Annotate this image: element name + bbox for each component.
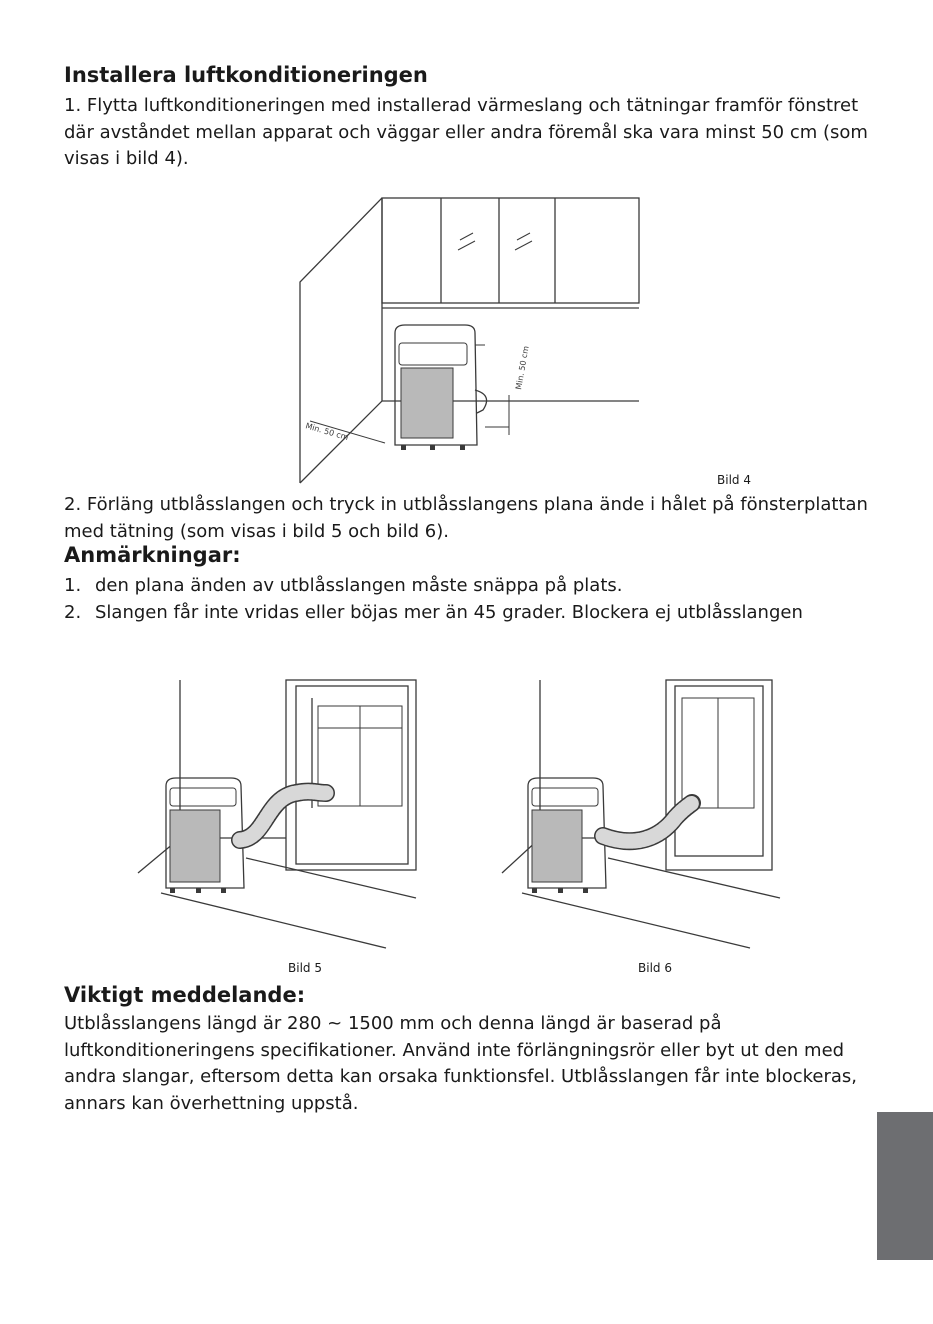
- note-item-1-text: den plana änden av utblåsslangen måste snäppa på plats.: [95, 575, 623, 596]
- heading-install: Installera luftkonditioneringen: [64, 63, 428, 87]
- figure-6-caption: Bild 6: [638, 961, 672, 975]
- figure-4-left-distance-label: Min. 50 cm: [304, 421, 350, 443]
- note-item-2: [64, 600, 803, 626]
- figure-5-hose-installation: [136, 678, 426, 953]
- heading-important-notice: Viktigt meddelande:: [64, 983, 306, 1007]
- note-item-2-text: Slangen får inte vridas eller böjas mer än 45 grader. Blockera ej utblåsslangen: [95, 602, 803, 623]
- figure-4-right-distance-label: Min. 50 cm: [514, 345, 531, 391]
- figure-4-caption: Bild 4: [717, 473, 751, 487]
- step-1-text: 1. Flytta luftkonditioneringen med installerad värmeslang och tätningar framför fönstret där avståndet mellan apparat och väggar eller andra föremål ska vara minst 50 cm (som visas i bild 4).: [64, 95, 868, 169]
- note-item-1-number: 1.: [64, 575, 82, 596]
- important-notice-text: Utblåsslangens längd är 280 ~ 1500 mm och denna längd är baserad på luftkonditioneringens specifikationer. Använd inte förlängningsrör eller byt ut den med andra slangar, eftersom detta kan orsaka funktionsfel. Utblåsslangen får inte blockeras, annars kan överhettning uppstå.: [64, 1013, 858, 1114]
- step-2-text: 2. Förläng utblåsslangen och tryck in utblåsslangens plana ände i hålet på fönsterplattan med tätning (som visas i bild 5 och bild 6).: [64, 494, 868, 542]
- note-item-2-number: 2.: [64, 602, 82, 623]
- heading-notes: Anmärkningar:: [64, 543, 241, 567]
- figure-5-caption: Bild 5: [288, 961, 322, 975]
- language-tab-marker: [877, 1112, 933, 1260]
- figure-6-hose-installation: [500, 678, 790, 953]
- figure-4-room-illustration: [295, 195, 645, 487]
- note-item-1: [64, 573, 622, 599]
